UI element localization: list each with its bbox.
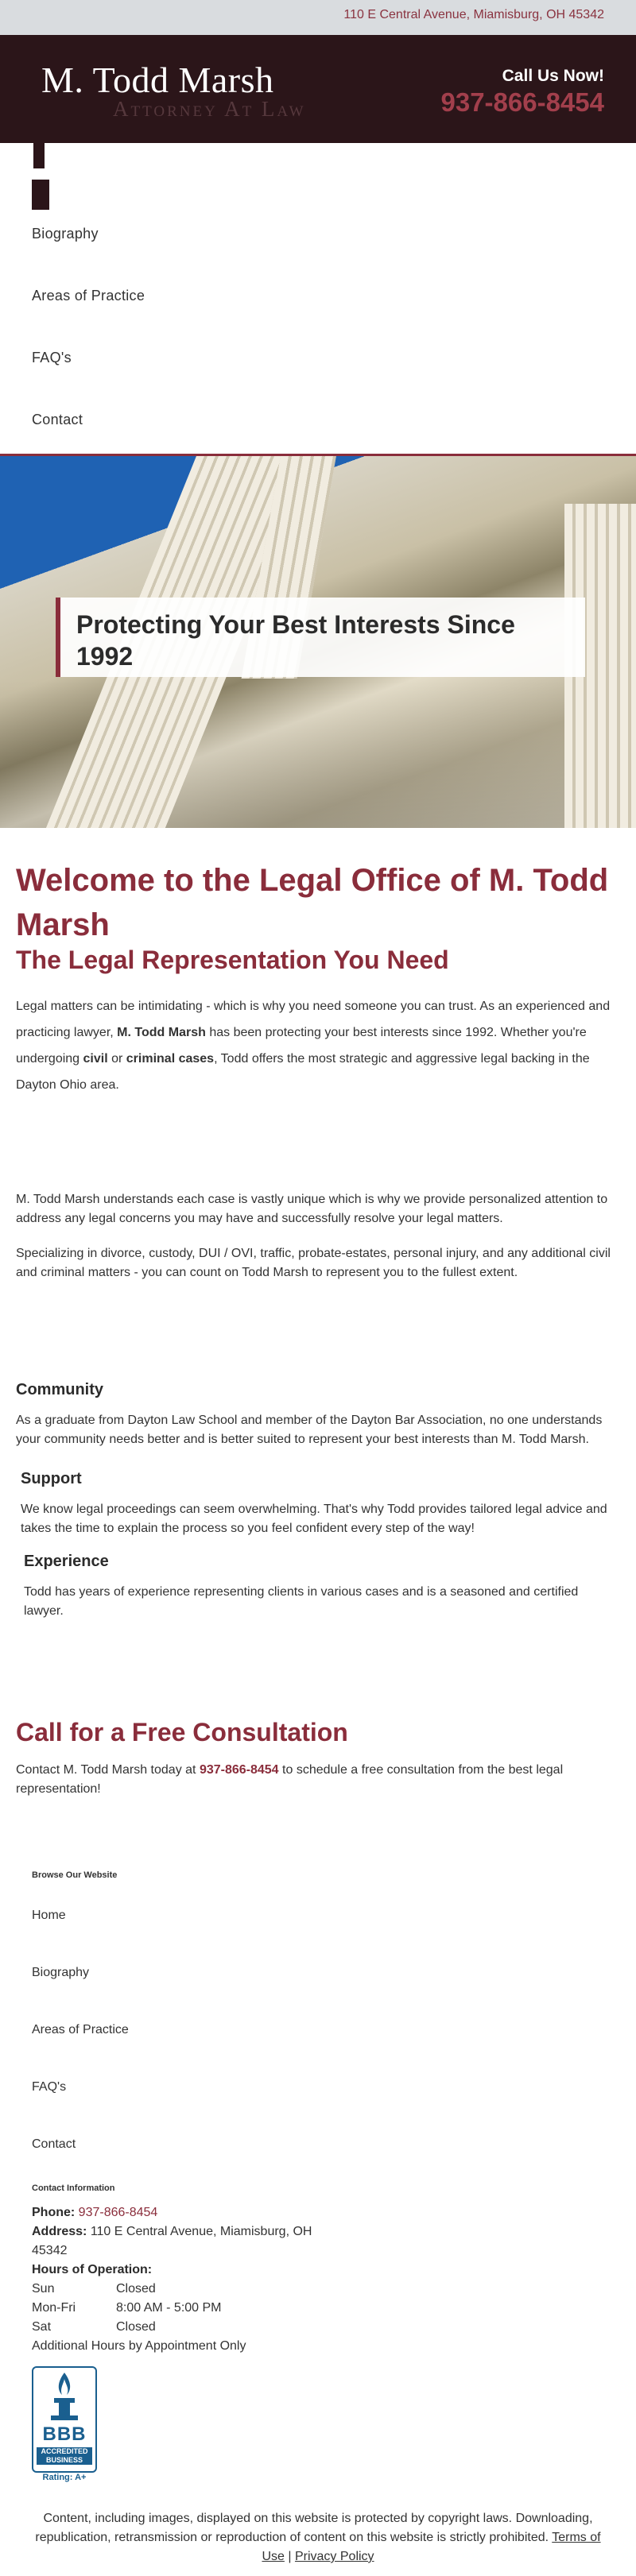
hero-heading: Protecting Your Best Interests Since 1992 (76, 610, 515, 671)
footer-separator: | (288, 2550, 292, 2563)
address-line1: 110 E Central Avenue, Miamisburg, OH (90, 2225, 312, 2238)
copyright-text: Content, including images, displayed on this website is protected by copyright laws. Downloading, republication, retransmission or reproduction of content on this website is strictly prohibited. (35, 2512, 593, 2544)
top-address[interactable]: 110 E Central Avenue, Miamisburg, OH 45342 (343, 8, 604, 21)
cta-text: to schedule a free consultation from the best legal representation! (16, 1763, 564, 1796)
cta-heading: Call for a Free Consultation (16, 1718, 348, 1746)
contact-phone (32, 2206, 157, 2220)
feature-title-support: Support (21, 1470, 82, 1487)
cta-text: Contact M. Todd Marsh today at (16, 1763, 200, 1777)
intro-text: , Todd offers the most strategic and aggressive legal backing in the Dayton Ohio area. (16, 1052, 590, 1092)
additional-hours: Additional Hours by Appointment Only (32, 2339, 246, 2353)
hero-banner (0, 454, 636, 828)
feature-text-community: As a graduate from Dayton Law School and member of the Dayton Bar Association, no one understands your community needs better and is better suited to represent your best interests than M. Todd Marsh. (16, 1414, 603, 1446)
call-label: Call Us Now! (502, 67, 604, 85)
welcome-heading: Welcome to the Legal Office of M. Todd Marsh (16, 863, 609, 942)
hours-heading (32, 2263, 152, 2277)
hours-day: Sat (32, 2320, 52, 2334)
hours-label: Hours of Operation: (32, 2263, 153, 2276)
cta-paragraph (16, 1761, 620, 1799)
intro-text: or (107, 1052, 126, 1066)
contact-info-label: Contact Information (32, 2183, 115, 2193)
nav-marker (33, 143, 45, 168)
intro-text: Legal matters can be intimidating - which is why you need someone you can trust. As an experienced and practicing lawyer, (16, 1000, 611, 1039)
bbb-card (32, 2366, 97, 2473)
hours-time: Closed (116, 2282, 156, 2296)
intro-paragraph (16, 993, 620, 1098)
feature-title-experience: Experience (24, 1553, 109, 1570)
bbb-rating: Rating: A+ (42, 2473, 87, 2482)
bbb-torch-icon (33, 2368, 95, 2425)
feature-text-support: We know legal proceedings can seem overwhelming. That's why Todd provides tailored legal advice and takes the time to explain the process so you feel confident every step of the way! (21, 1503, 607, 1535)
hours-time: 8:00 AM - 5:00 PM (116, 2301, 222, 2315)
logo-subtitle[interactable]: Attorney At Law (113, 97, 306, 121)
footer-link-home[interactable]: Home (32, 1909, 66, 1922)
hours-time: Closed (116, 2320, 156, 2334)
feature-title-community: Community (16, 1381, 103, 1398)
bbb-logo-text: BBB (42, 2423, 87, 2445)
sub-heading: The Legal Representation You Need (16, 946, 449, 974)
nav-item-faqs[interactable]: FAQ's (32, 350, 72, 366)
privacy-policy-link[interactable]: Privacy Policy (294, 2550, 374, 2563)
nav-item-biography[interactable]: Biography (32, 226, 99, 242)
intro-bold-criminal: criminal cases (126, 1052, 215, 1066)
terms-of-use-link[interactable]: Terms of Use (262, 2531, 601, 2563)
address-line2: 45342 (32, 2244, 68, 2257)
copyright-notice (24, 2509, 612, 2566)
cta-phone-link[interactable]: 937-866-8454 (199, 1763, 279, 1777)
footer-link-areas-of-practice[interactable]: Areas of Practice (32, 2023, 129, 2036)
bbb-badge[interactable] (32, 2366, 94, 2482)
contact-address (32, 2225, 312, 2239)
menu-toggle-button[interactable] (32, 180, 49, 210)
intro-text: has been protecting your best interests since 1992. Whether you're undergoing (16, 1026, 587, 1066)
feature-text-experience: Todd has years of experience representing clients in various cases and is a seasoned and certified lawyer. (24, 1585, 579, 1618)
logo-name[interactable]: M. Todd Marsh (41, 60, 274, 100)
hours-day: Sun (32, 2282, 55, 2296)
nav-item-contact[interactable]: Contact (32, 412, 83, 427)
personalized-paragraph: M. Todd Marsh understands each case is vastly unique which is why we provide personalized attention to address any legal concerns you may have and successfully resolve your legal matters. (16, 1193, 608, 1225)
intro-bold-civil: civil (83, 1052, 108, 1066)
phone-label: Phone: (32, 2206, 76, 2219)
site-header (0, 35, 636, 143)
nav-item-areas-of-practice[interactable]: Areas of Practice (32, 288, 145, 304)
bbb-accredited-line1: ACCREDITED (41, 2447, 88, 2455)
bbb-accredited (37, 2447, 92, 2465)
specializing-paragraph: Specializing in divorce, custody, DUI / OVI, traffic, probate-estates, personal injury, and any additional civil and criminal matters - you can count on Todd Marsh to represent you to the fullest extent. (16, 1247, 611, 1279)
hero-caption (56, 598, 585, 677)
header-phone-link[interactable]: 937-866-8454 (440, 87, 604, 117)
footer-link-faqs[interactable]: FAQ's (32, 2080, 67, 2094)
bbb-accredited-line2: BUSINESS (45, 2456, 83, 2464)
intro-bold-name: M. Todd Marsh (117, 1026, 206, 1039)
hours-day: Mon-Fri (32, 2301, 76, 2315)
footer-link-contact[interactable]: Contact (32, 2137, 76, 2151)
footer-phone-link[interactable]: 937-866-8454 (78, 2206, 158, 2219)
top-bar (0, 0, 636, 35)
footer-link-biography[interactable]: Biography (32, 1966, 90, 1979)
address-label: Address: (32, 2225, 87, 2238)
browse-label: Browse Our Website (32, 1870, 118, 1880)
